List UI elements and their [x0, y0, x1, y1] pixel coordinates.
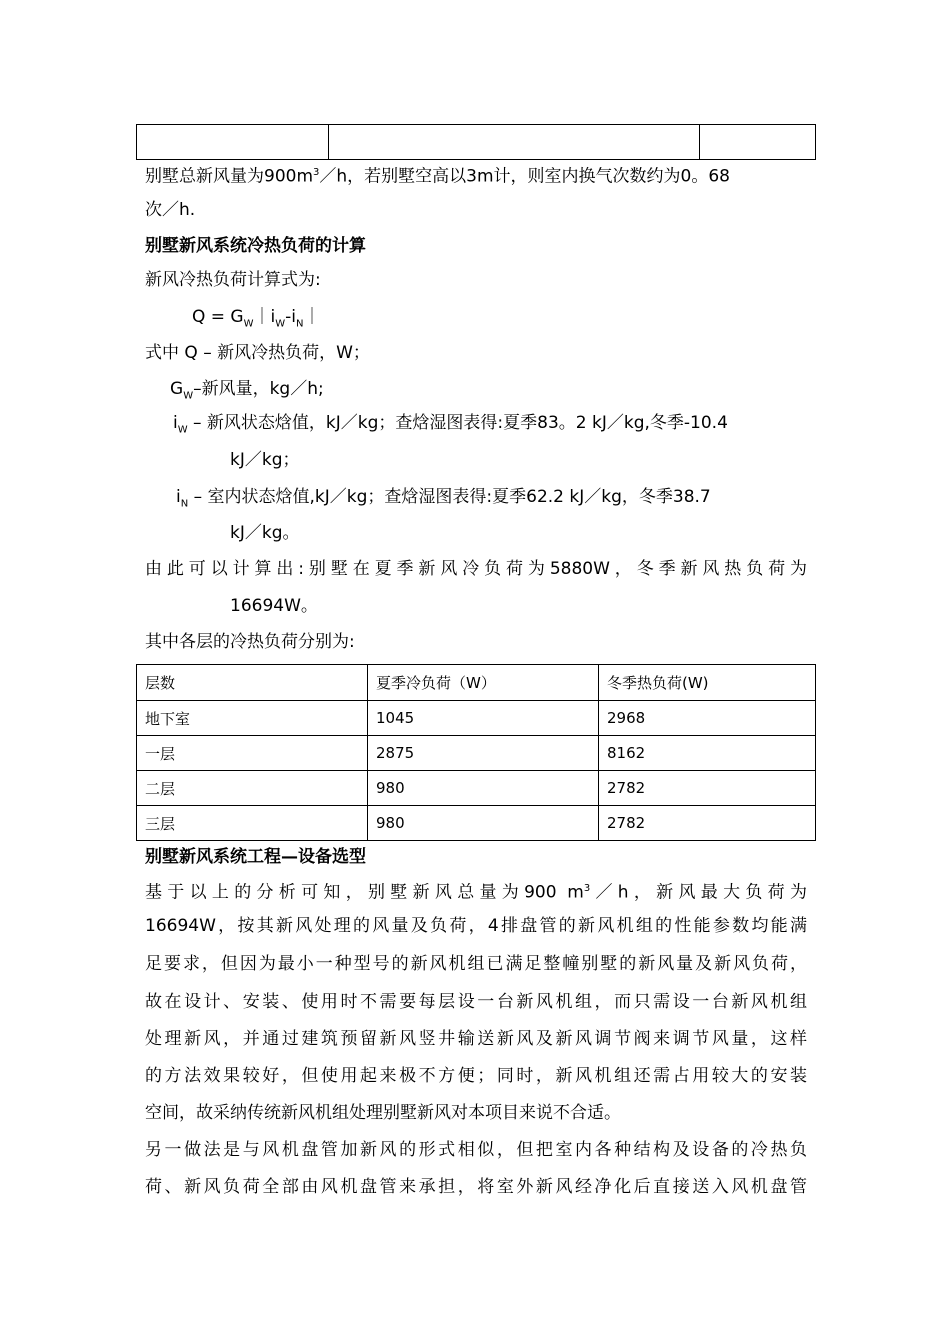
subscript: N — [295, 318, 304, 330]
text: ／h，新风最大负荷为 — [590, 882, 807, 903]
subscript: N — [180, 498, 189, 510]
table-cell — [137, 125, 329, 160]
paragraph-line: 处理新风，并通过建筑预留新风竖井输送新风及新风调节阀来调节风量，这样 — [145, 1029, 807, 1049]
text: Q = G — [192, 307, 244, 327]
subscript: W — [275, 318, 286, 330]
table-row — [137, 701, 816, 736]
definition-in — [176, 485, 711, 516]
paragraph-line: 荷、新风负荷全部由风机盘管来承担，将室外新风经净化后直接送入风机盘管 — [145, 1177, 807, 1197]
text: ｜i — [253, 307, 276, 327]
text: –新风量，kg／h; — [193, 379, 324, 399]
paragraph-line: 故在设计、安装、使用时不需要每层设一台新风机组，而只需设一台新风机组 — [145, 992, 807, 1012]
table-cell: 980 — [368, 806, 599, 841]
table-cell: 2782 — [599, 771, 816, 806]
table-row — [137, 806, 816, 841]
text: i — [176, 487, 181, 507]
text: G — [170, 379, 184, 399]
table-row — [137, 125, 816, 160]
table-header-cell: 冬季热负荷(W) — [599, 665, 816, 701]
text: i — [173, 413, 178, 433]
result-line-cont: 16694W。 — [230, 596, 318, 616]
table-cell — [329, 125, 700, 160]
table-header-cell: 层数 — [137, 665, 368, 701]
definition-gw — [170, 377, 324, 408]
table-cell: 一层 — [137, 736, 368, 771]
table-cell: 地下室 — [137, 701, 368, 736]
subscript: W — [177, 424, 188, 436]
superscript: 3 — [583, 883, 591, 894]
paragraph-line: 足要求，但因为最小一种型号的新风机组已满足整幢别墅的新风量及新风负荷， — [145, 954, 807, 974]
subscript: W — [243, 318, 254, 330]
definition-iw-cont: kJ／kg； — [230, 450, 300, 470]
definition-iw — [173, 411, 728, 442]
result-line: 由此可以计算出:别墅在夏季新风冷负荷为5880W，冬季新风热负荷为 — [145, 559, 807, 579]
paragraph-line: 16694W，按其新风处理的风量及负荷，4排盘管的新风机组的性能参数均能满 — [145, 916, 807, 936]
table-cell — [700, 125, 816, 160]
text: 基于以上的分析可知，别墅新风总量为900 m — [145, 882, 584, 903]
table-cell: 980 — [368, 771, 599, 806]
table-cell: 8162 — [599, 736, 816, 771]
paragraph-line — [145, 161, 730, 189]
table-header-cell: 夏季冷负荷（W） — [368, 665, 599, 701]
paragraph-line: 另一做法是与风机盘管加新风的形式相似，但把室内各种结构及设备的冷热负 — [145, 1140, 807, 1160]
table-row — [137, 736, 816, 771]
text: ／h，若别墅空高以3m计，则室内换气次数约为0。68 — [319, 166, 730, 187]
paragraph-line: 空间，故采纳传统新风机组处理别墅新风对本项目来说不合适。 — [145, 1103, 621, 1123]
section-heading: 别墅新风系统冷热负荷的计算 — [145, 236, 366, 256]
formula — [192, 305, 320, 336]
text: ｜ — [303, 307, 321, 327]
section-heading: 别墅新风系统工程—设备选型 — [145, 847, 366, 867]
paragraph-line — [145, 877, 807, 905]
table-header-row — [137, 665, 816, 701]
text: – 室内状态焓值,kJ／kg；查焓湿图表得:夏季62.2 kJ／kg，冬季38.7 — [188, 487, 711, 507]
top-table-fragment — [136, 124, 816, 160]
paragraph-line: 次／h. — [145, 200, 196, 220]
paragraph-line: 的方法效果较好，但使用起来极不方便；同时，新风机组还需占用较大的安装 — [145, 1066, 807, 1086]
text: – 新风状态焓值，kJ／kg；查焓湿图表得:夏季83。2 kJ／kg,冬季-10.4 — [187, 413, 728, 433]
subscript: W — [183, 390, 194, 402]
load-table — [136, 664, 816, 841]
formula-intro: 新风冷热负荷计算式为: — [145, 270, 321, 290]
table-cell: 三层 — [137, 806, 368, 841]
superscript: 3 — [313, 167, 320, 178]
text: -i — [285, 307, 296, 327]
table-cell: 2782 — [599, 806, 816, 841]
text: 别墅总新风量为900m — [145, 166, 314, 187]
table-cell: 2968 — [599, 701, 816, 736]
definition-in-cont: kJ／kg。 — [230, 523, 300, 543]
table-cell: 2875 — [368, 736, 599, 771]
table-cell: 二层 — [137, 771, 368, 806]
table-row — [137, 771, 816, 806]
table-cell: 1045 — [368, 701, 599, 736]
table-intro: 其中各层的冷热负荷分别为: — [145, 632, 355, 652]
definition-q: 式中 Q – 新风冷热负荷，W； — [145, 343, 370, 363]
